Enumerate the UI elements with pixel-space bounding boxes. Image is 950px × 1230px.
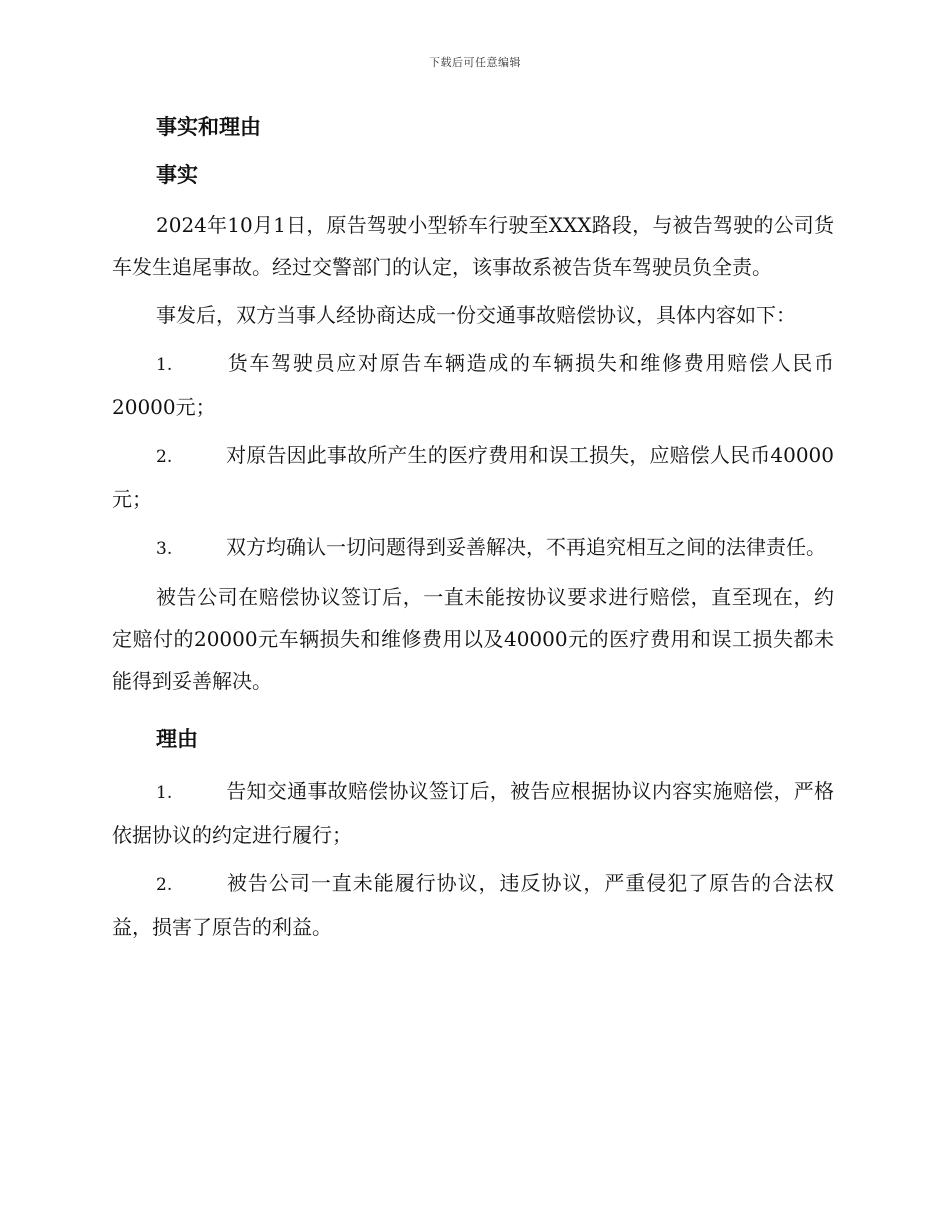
section-title: 事实和理由: [156, 114, 261, 139]
list-number: 2.: [156, 875, 173, 895]
reason-item-2: [112, 862, 834, 948]
reasons-title: 理由: [156, 726, 198, 751]
facts-paragraph-2: 事发后，双方当事人经协商达成一份交通事故赔偿协议，具体内容如下：: [156, 303, 796, 327]
agreement-item-2: [112, 434, 834, 520]
reason-item-1: [112, 770, 834, 856]
agreement-item-1: [112, 342, 834, 428]
page-header: 下载后可任意编辑: [429, 56, 521, 69]
list-item-text: 货车驾驶员应对原告车辆造成的车辆损失和维修费用赔偿人民币20000元；: [112, 351, 834, 419]
facts-paragraph-1: 2024年10月1日，原告驾驶小型轿车行驶至XXX路段，与被告驾驶的公司货车发生追尾事故。经过交警部门的认定，该事故系被告货车驾驶员负全责。: [112, 213, 834, 279]
list-item-text: 对原告因此事故所产生的医疗费用和误工损失，应赔偿人民币40000元；: [112, 443, 834, 511]
list-item-text: 双方均确认一切问题得到妥善解决，不再追究相互之间的法律责任。: [226, 535, 826, 559]
agreement-item-3: [112, 526, 834, 570]
list-number: 1.: [156, 355, 173, 375]
list-number: 2.: [156, 447, 173, 467]
list-number: 1.: [156, 783, 173, 803]
list-number: 3.: [156, 539, 173, 559]
facts-title: 事实: [156, 162, 198, 187]
facts-paragraph-3: 被告公司在赔偿协议签订后，一直未能按协议要求进行赔偿，直至现在，约定赔付的20000元车辆损失和维修费用以及40000元的医疗费用和误工损失都未能得到妥善解决。: [112, 585, 834, 693]
document-body: [112, 112, 834, 954]
list-item-text: 被告公司一直未能履行协议，违反协议，严重侵犯了原告的合法权益，损害了原告的利益。: [112, 871, 834, 939]
list-item-text: 告知交通事故赔偿协议签订后，被告应根据协议内容实施赔偿，严格依据协议的约定进行履行；: [112, 779, 834, 847]
